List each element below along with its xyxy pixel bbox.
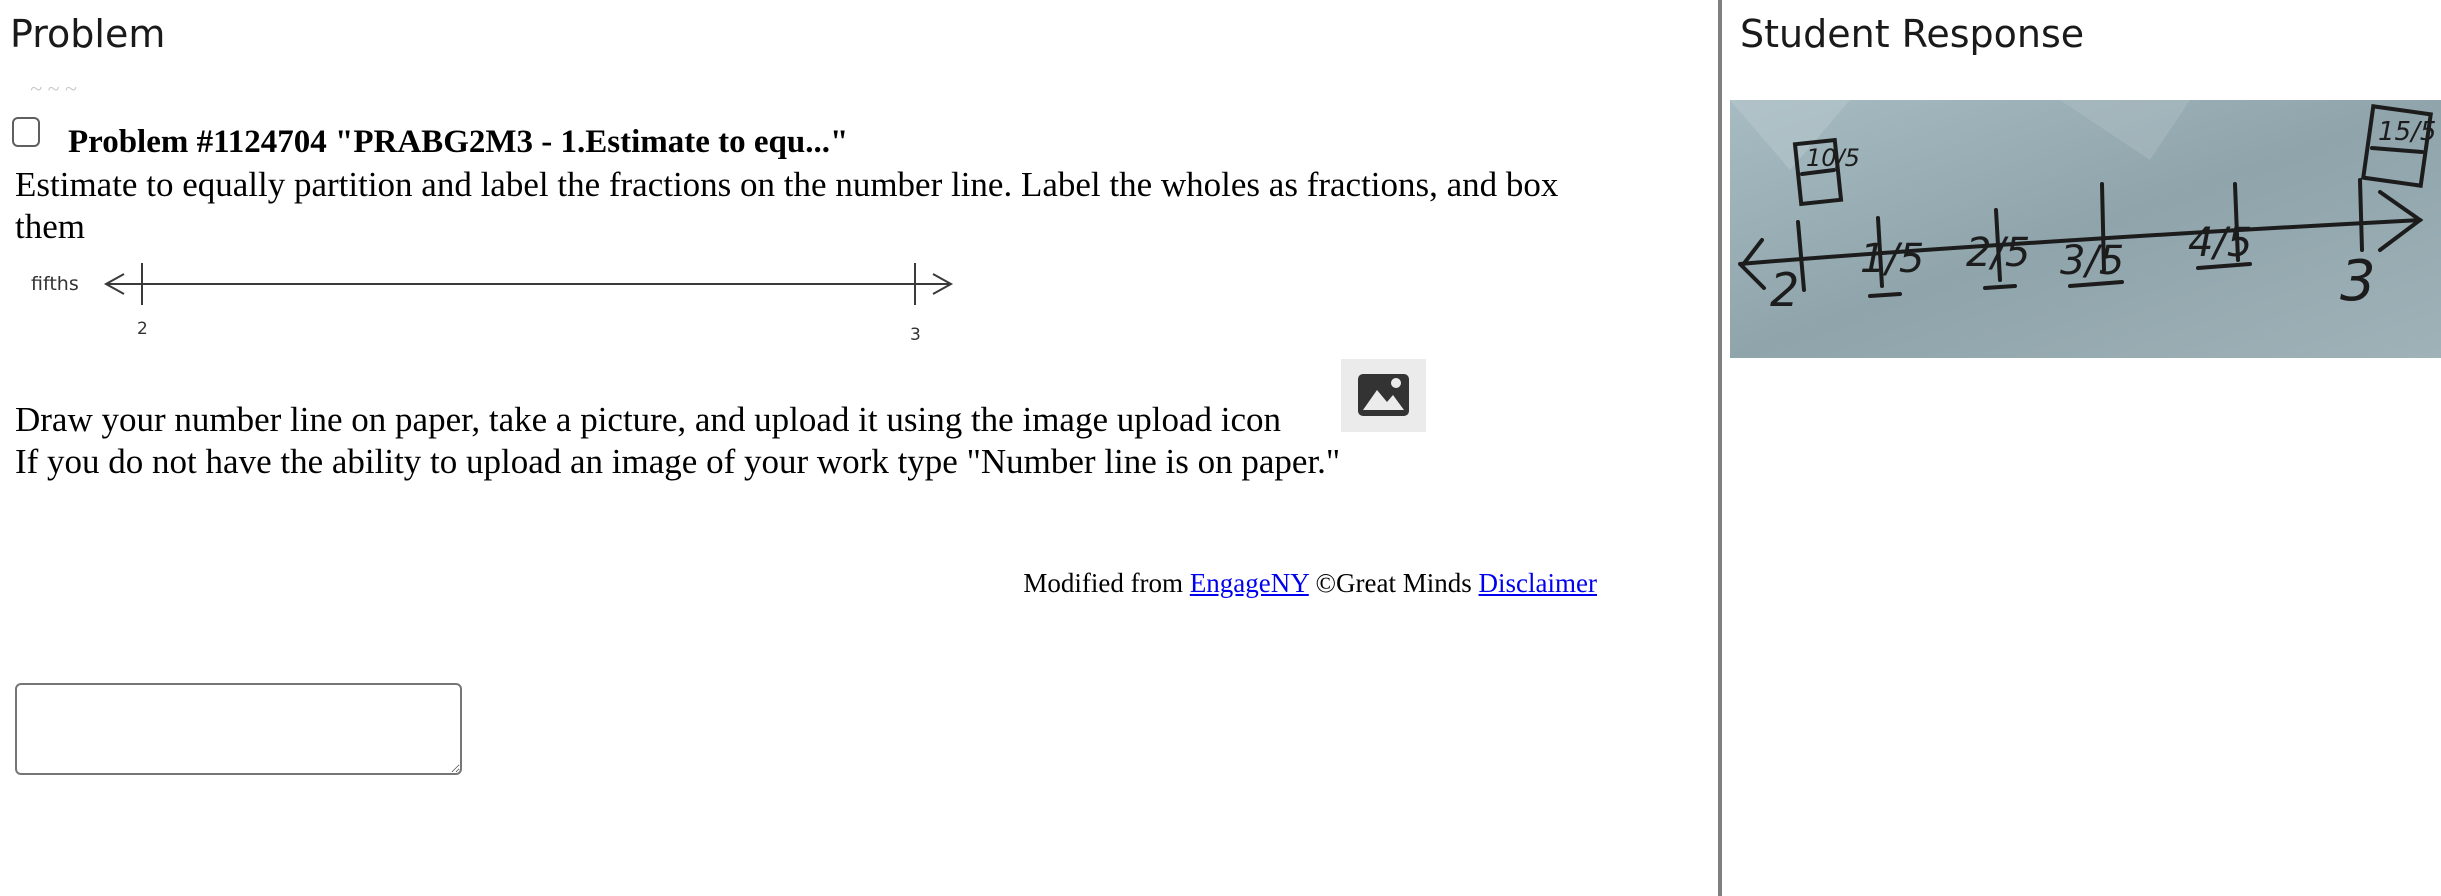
drawn-label-1-5: 1/5	[1860, 236, 1925, 282]
problem-instruction: Estimate to equally partition and label the fractions on the number line. Label the wholes as fractions, and box them	[15, 165, 1559, 246]
fallback-instruction: If you do not have the ability to upload an image of your work type "Number line is on paper."	[15, 442, 1341, 481]
number-line-start-label: 2	[137, 319, 148, 339]
answer-input[interactable]	[15, 683, 462, 775]
number-line-end-label: 3	[910, 325, 921, 345]
student-response-pane-title: Student Response	[1740, 12, 2085, 56]
drawn-label-2-5: 2/5	[1966, 230, 2031, 276]
upload-instruction: Draw your number line on paper, take a picture, and upload it using the image upload icon	[15, 400, 1281, 439]
image-upload-icon[interactable]	[1341, 359, 1426, 432]
drawn-label-10: 10/5	[1806, 144, 1860, 172]
number-line-figure	[20, 255, 960, 355]
attribution-prefix: Modified from	[1023, 568, 1190, 598]
faded-scrolled-text: ~ ~ ~	[30, 76, 77, 101]
problem-checkbox[interactable]	[12, 117, 40, 147]
drawn-label-4-5: 4/5	[2188, 220, 2253, 266]
student-response-photo	[1730, 100, 2441, 358]
problem-pane-title: Problem	[10, 12, 166, 56]
attribution	[1023, 566, 1597, 600]
drawn-label-3: 3	[2340, 249, 2376, 314]
drawn-label-15: 15/5	[2378, 117, 2437, 147]
disclaimer-link[interactable]: Disclaimer	[1478, 568, 1597, 598]
number-line-unit-label: fifths	[31, 273, 79, 295]
student-number-line-drawing	[1730, 100, 2441, 358]
problem-heading: Problem #1124704 "PRABG2M3 - 1.Estimate to equ..."	[68, 124, 849, 160]
drawn-label-3-5: 3/5	[2060, 238, 2125, 284]
attribution-copyright: ©Great Minds	[1308, 568, 1479, 598]
pane-divider[interactable]	[1718, 0, 1722, 896]
drawn-label-2: 2	[1770, 263, 1800, 317]
engageny-link[interactable]: EngageNY	[1189, 568, 1309, 598]
